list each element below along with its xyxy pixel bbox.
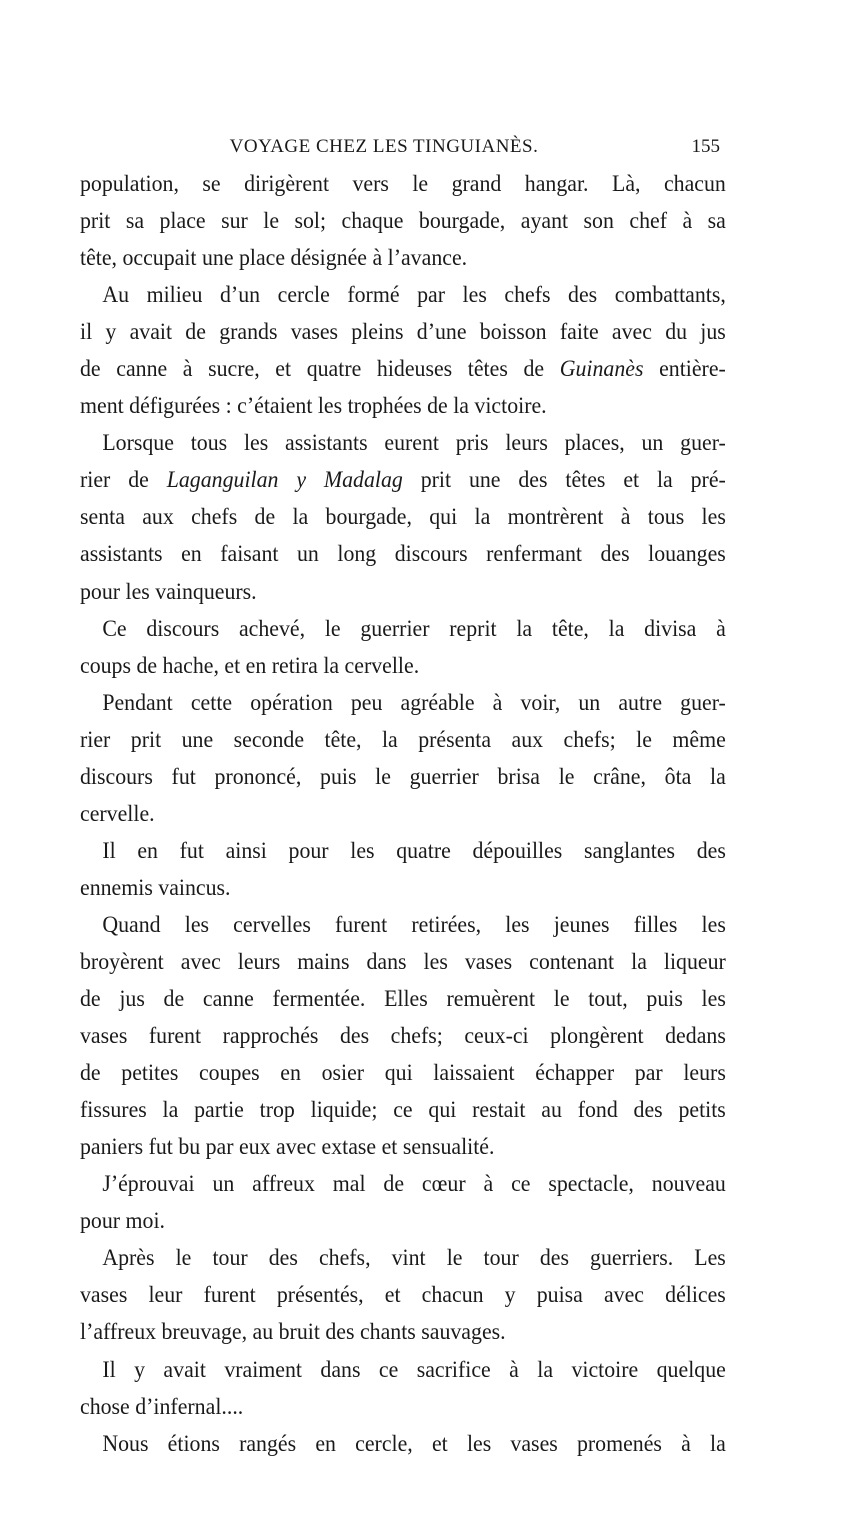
text-line xyxy=(80,944,726,981)
text-segment: il y avait de grands vases pleins d’une boisson faite avec du jus xyxy=(80,319,726,346)
text-line xyxy=(80,277,726,314)
text-segment: Au milieu d’un cercle formé par les chefs des combattants, xyxy=(102,282,726,309)
text-segment: l’affreux breuvage, au bruit des chants sauvages. xyxy=(80,1319,506,1346)
text-line xyxy=(80,425,726,462)
running-title: VOYAGE CHEZ LES TINGUIANÈS. xyxy=(229,136,539,157)
text-segment: cervelle. xyxy=(80,800,155,827)
text-line xyxy=(80,870,726,907)
text-segment: ment défigurées : c’étaient les trophées de la victoire. xyxy=(80,393,547,420)
text-segment: Nous étions rangés en cercle, et les vases promenés à la xyxy=(102,1430,726,1457)
text-line xyxy=(80,351,726,388)
text-line xyxy=(80,907,726,944)
text-line xyxy=(80,1389,726,1426)
text-line xyxy=(80,314,726,351)
text-line xyxy=(80,203,726,240)
text-line xyxy=(80,1240,726,1277)
text-line xyxy=(80,1055,726,1092)
paragraph xyxy=(80,277,726,425)
italic-text: Laganguilan y Madalag xyxy=(166,467,403,494)
text-segment: Ce discours achevé, le guerrier reprit la tête, la divisa à xyxy=(102,615,726,642)
text-line xyxy=(80,648,726,685)
paragraph xyxy=(80,1426,726,1463)
text-segment: Quand les cervelles furent retirées, les jeunes filles les xyxy=(102,911,726,938)
text-segment: Lorsque tous les assistants eurent pris leurs places, un guer- xyxy=(102,430,726,457)
text-line xyxy=(80,536,726,573)
text-line xyxy=(80,462,726,499)
text-line xyxy=(80,611,726,648)
text-segment: Pendant cette opération peu agréable à voir, un autre guer- xyxy=(102,689,726,716)
page-number: 155 xyxy=(691,136,720,157)
text-segment: J’éprouvai un affreux mal de cœur à ce spectacle, nouveau xyxy=(102,1171,726,1198)
paragraph xyxy=(80,685,726,833)
text-line xyxy=(80,833,726,870)
text-segment: vases leur furent présentés, et chacun y puisa avec délices xyxy=(80,1282,726,1309)
text-line xyxy=(80,1426,726,1463)
paragraph xyxy=(80,1352,726,1426)
paragraph xyxy=(80,166,726,277)
text-segment: de petites coupes en osier qui laissaient échapper par leurs xyxy=(80,1060,726,1087)
paragraph xyxy=(80,907,726,1166)
text-segment: vases furent rapprochés des chefs; ceux-ci plongèrent dedans xyxy=(80,1023,726,1050)
text-line xyxy=(80,1314,726,1351)
text-line xyxy=(80,981,726,1018)
text-segment: de jus de canne fermentée. Elles remuèrent le tout, puis les xyxy=(80,986,726,1013)
text-segment: population, se dirigèrent vers le grand hangar. Là, chacun xyxy=(80,171,726,197)
text-segment: fissures la partie trop liquide; ce qui restait au fond des petits xyxy=(80,1097,726,1124)
text-line xyxy=(80,1352,726,1389)
running-head xyxy=(80,132,728,162)
text-segment: Il y avait vraiment dans ce sacrifice à la victoire quelque xyxy=(102,1356,726,1383)
paragraph xyxy=(80,611,726,685)
paragraph xyxy=(80,1240,726,1351)
text-segment: chose d’infernal.... xyxy=(80,1393,244,1420)
italic-text: Guinanès xyxy=(559,356,644,383)
text-segment: de canne à sucre, et quatre hideuses têtes de xyxy=(80,356,560,383)
text-segment: Il en fut ainsi pour les quatre dépouilles sanglantes des xyxy=(102,837,726,864)
text-segment: assistants en faisant un long discours renfermant des louanges xyxy=(80,541,726,568)
text-segment: ennemis vaincus. xyxy=(80,874,231,901)
text-line xyxy=(80,1203,726,1240)
body-text xyxy=(80,166,726,1463)
text-segment: entière- xyxy=(643,356,726,383)
text-line xyxy=(80,685,726,722)
text-line xyxy=(80,1018,726,1055)
text-segment: rier de xyxy=(80,467,167,494)
text-segment: senta aux chefs de la bourgade, qui la montrèrent à tous les xyxy=(80,504,726,531)
paragraph xyxy=(80,425,726,610)
text-segment: prit une des têtes et la pré- xyxy=(402,467,726,494)
text-line xyxy=(80,388,726,425)
text-segment: pour moi. xyxy=(80,1208,165,1235)
text-line xyxy=(80,1092,726,1129)
text-segment: prit sa place sur le sol; chaque bourgade, ayant son chef à sa xyxy=(80,208,726,235)
text-segment: broyèrent avec leurs mains dans les vases contenant la liqueur xyxy=(80,948,726,975)
text-line xyxy=(80,574,726,611)
text-line xyxy=(80,722,726,759)
text-line xyxy=(80,499,726,536)
text-line xyxy=(80,166,726,203)
text-segment: pour les vainqueurs. xyxy=(80,578,257,605)
text-line xyxy=(80,796,726,833)
text-segment: discours fut prononcé, puis le guerrier brisa le crâne, ôta la xyxy=(80,763,726,790)
text-line xyxy=(80,240,726,277)
text-segment: rier prit une seconde tête, la présenta aux chefs; le même xyxy=(80,726,726,753)
text-line xyxy=(80,1277,726,1314)
text-segment: coups de hache, et en retira la cervelle. xyxy=(80,652,420,679)
text-line xyxy=(80,1129,726,1166)
text-segment: Après le tour des chefs, vint le tour des guerriers. Les xyxy=(102,1245,726,1272)
text-segment: tête, occupait une place désignée à l’avance. xyxy=(80,245,468,272)
paragraph xyxy=(80,1166,726,1240)
text-line xyxy=(80,1166,726,1203)
paragraph xyxy=(80,833,726,907)
text-segment: paniers fut bu par eux avec extase et sensualité. xyxy=(80,1134,495,1161)
text-line xyxy=(80,759,726,796)
